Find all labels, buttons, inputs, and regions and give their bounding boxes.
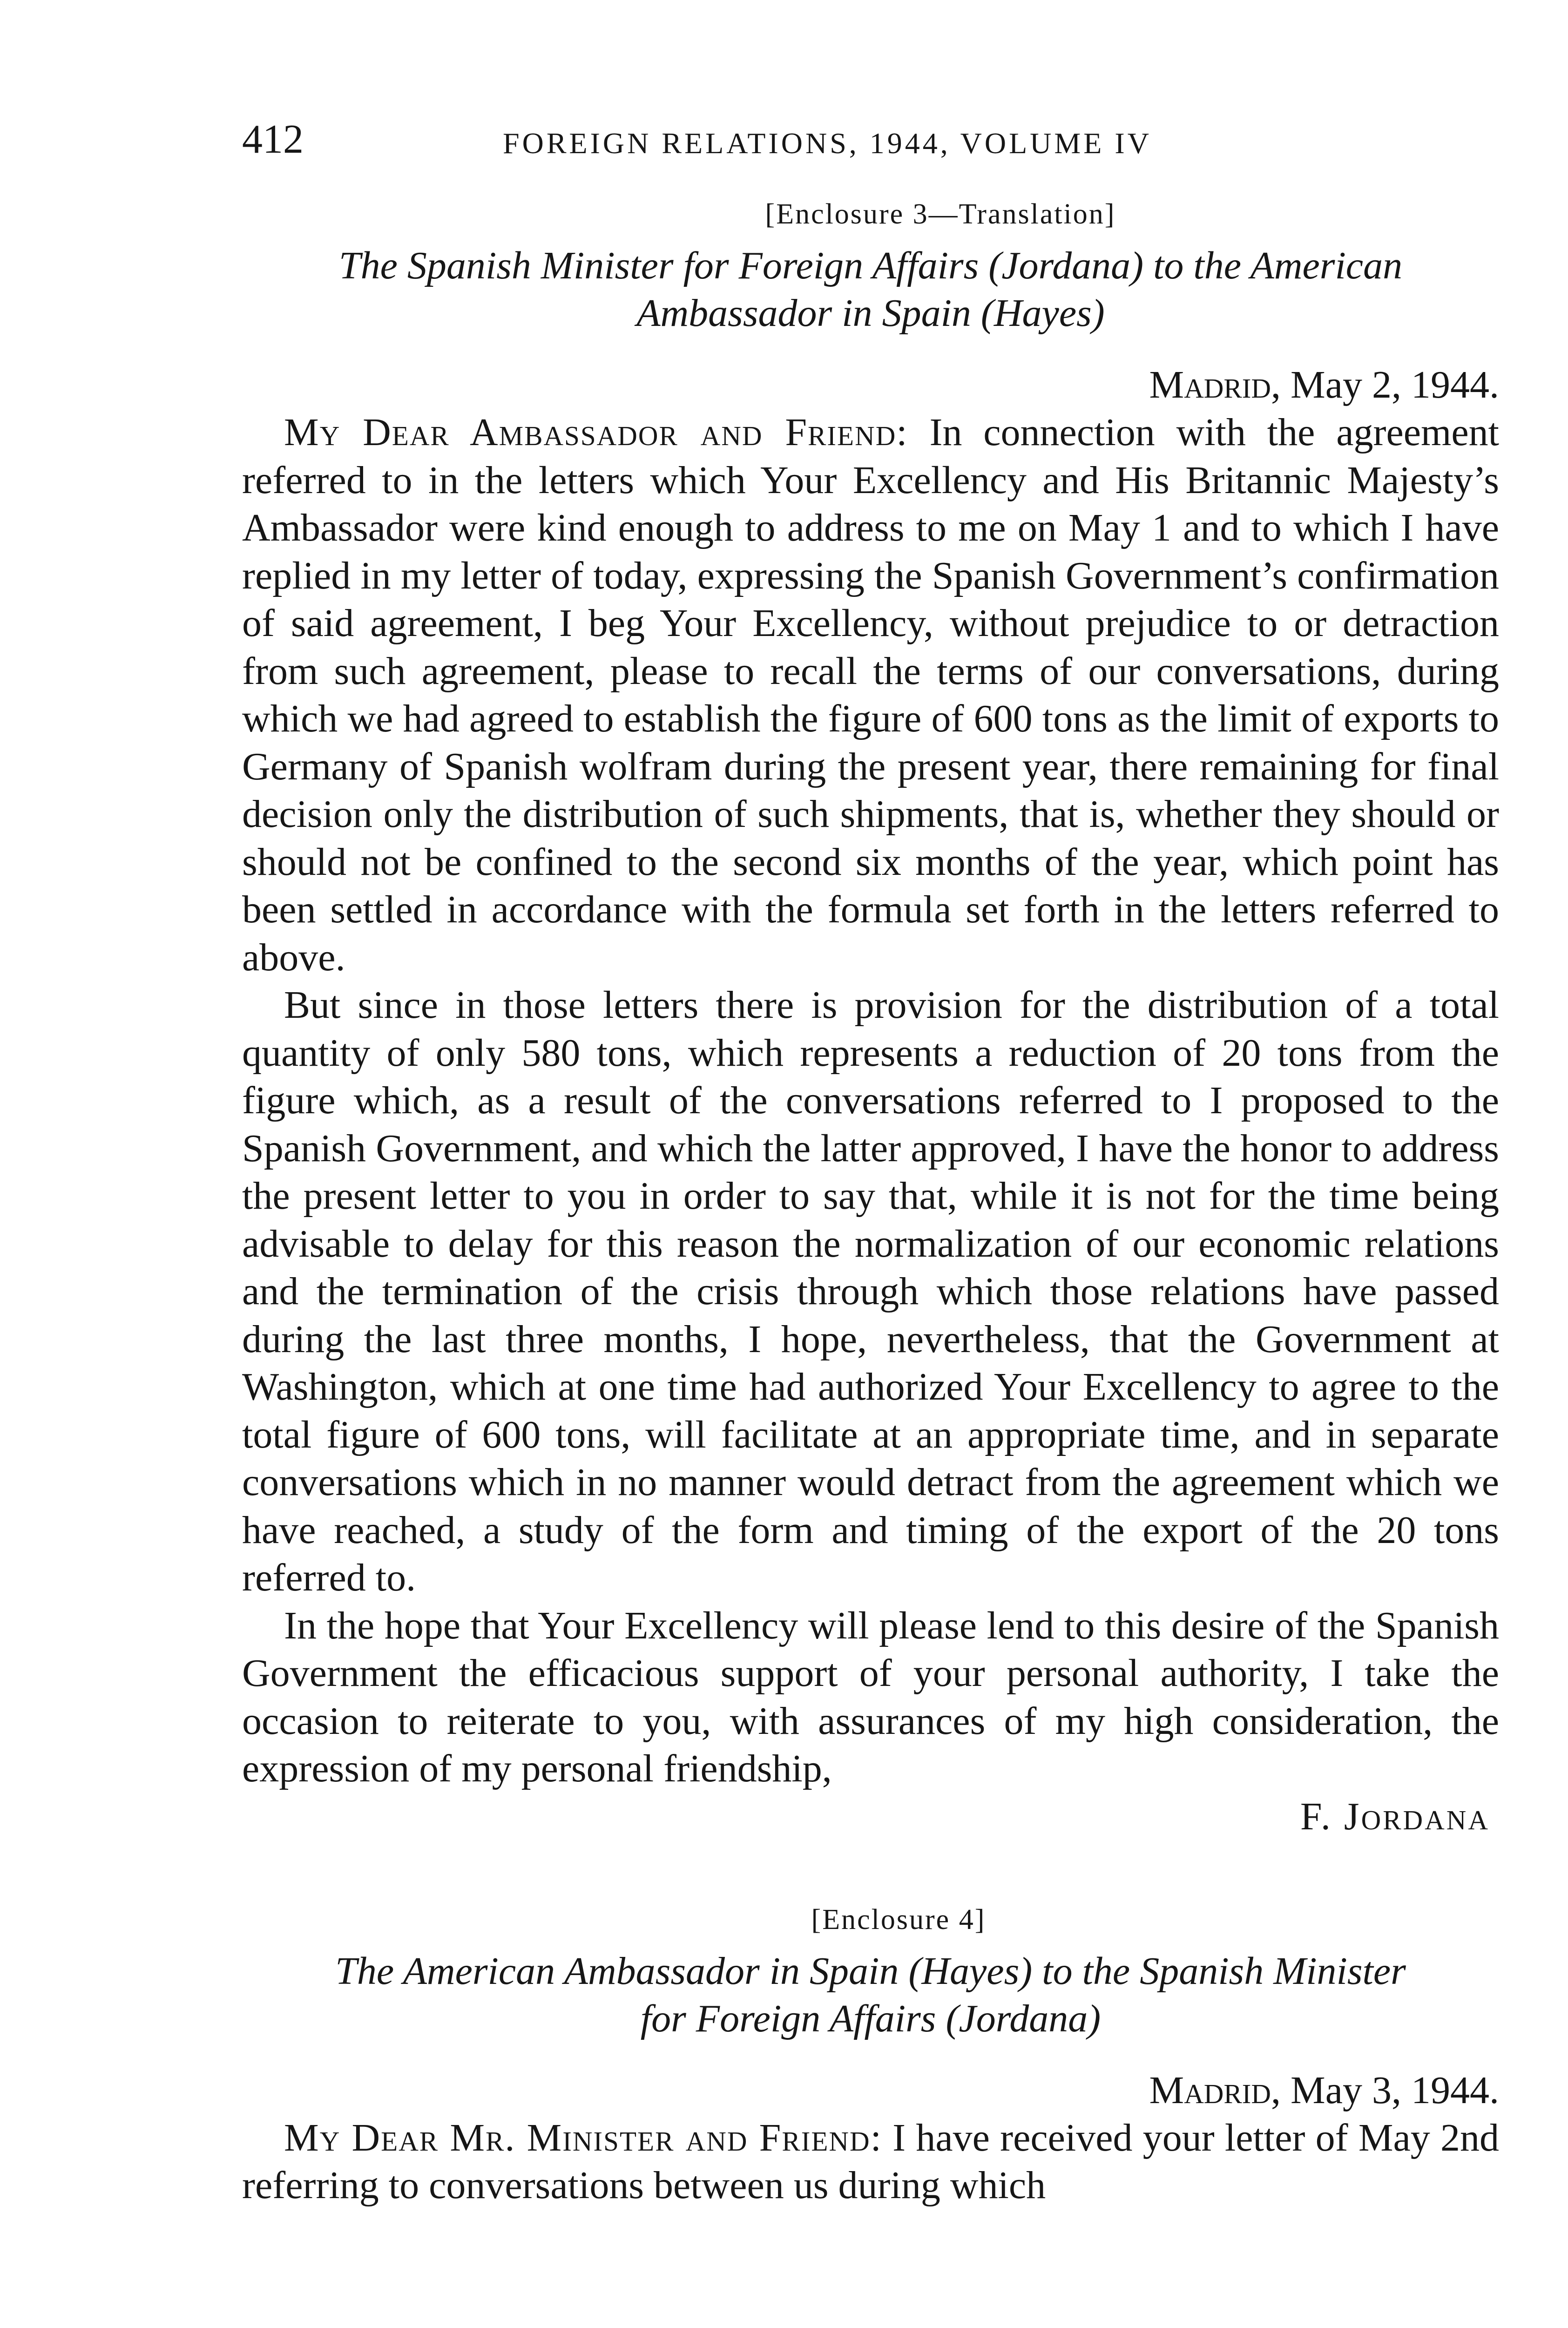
enclosure-4-paragraph-1 <box>242 2114 1499 2210</box>
enclosure-4-paragraph-1-text: I have received your letter of May 2nd referring to conversations between us during which <box>242 2116 1500 2207</box>
enclosure-3-paragraph-2: But since in those letters there is provision for the distribution of a total quantity of only 580 tons, which represents a reduction of 20 tons from the figure which, as a result of the conversations referred to I proposed to the Spanish Government, and which the latter approved, I have the honor to address the present letter to you in order to say that, while it is not for the time being advisable to delay for this reason the normalization of our economic relations and the termination of the crisis through which those relations have passed during the last three months, I hope, nevertheless, that the Government at Washington, which at one time had authorized Your Excellency to agree to the total figure of 600 tons, will facilitate at an appropriate time, and in separate conversations which in no manner would detract from the agreement which we have reached, a study of the form and timing of the export of the 20 tons referred to. <box>242 983 1499 1599</box>
document-page <box>242 116 1499 2210</box>
enclosure-3-dateline-place: Madrid, <box>1149 363 1281 406</box>
enclosure-3-paragraph-1-text: In connection with the agreement referred to in the letters which Your Excellency and His Britannic Majesty’s Ambassador were kind enough to address to me on May 1 and to which I have replied in my letter of today, expressing the Spanish Government’s confirmation of said agreement, I beg Your Excellency, without prejudice to or detraction from such agreement, please to recall the terms of our conversations, during which we had agreed to establish the figure of 600 tons as the limit of exports to Germany of Spanish wolfram during the present year, there remaining for final decision only the distribution of such shipments, that is, whether they should or should not be confined to the second six months of the year, which point has been settled in accordance with the formula set forth in the letters referred to above. <box>242 411 1499 979</box>
enclosure-3-dateline-date: May 2, 1944. <box>1281 363 1499 406</box>
running-head: FOREIGN RELATIONS, 1944, VOLUME IV <box>503 127 1152 160</box>
enclosure-4-title-line2: for Foreign Affairs (Jordana) <box>640 1996 1101 2040</box>
enclosure-4-dateline <box>242 2067 1499 2114</box>
enclosure-3-dateline <box>242 361 1499 409</box>
enclosure-3-salutation: My Dear Ambassador and Friend: <box>284 411 908 454</box>
page-number: 412 <box>242 117 304 162</box>
enclosure-4-dateline-date: May 3, 1944. <box>1281 2068 1499 2112</box>
enclosure-4-label: [Enclosure 4] <box>811 1903 986 1935</box>
enclosure-3-title-line2: Ambassador in Spain (Hayes) <box>636 291 1105 335</box>
enclosure-3-paragraph-1 <box>242 409 1499 981</box>
enclosure-4-title <box>242 1948 1499 2043</box>
enclosure-3 <box>242 196 1499 1841</box>
enclosure-3-title-line1: The Spanish Minister for Foreign Affairs (Jordana) to the American <box>338 244 1403 287</box>
enclosure-4-salutation: My Dear Mr. Minister and Friend: <box>284 2116 882 2159</box>
enclosure-4-dateline-place: Madrid, <box>1149 2068 1281 2112</box>
enclosure-3-title <box>242 242 1499 337</box>
enclosure-4-title-line1: The American Ambassador in Spain (Hayes) to the Spanish Minister <box>335 1949 1406 1993</box>
enclosure-3-signature: F. Jordana <box>1300 1794 1490 1838</box>
enclosure-4 <box>242 1901 1499 2210</box>
enclosure-3-paragraph-3: In the hope that Your Excellency will please lend to this desire of the Spanish Government the efficacious support of your personal authority, I take the occasion to reiterate to you, with assurances of my high consideration, the expression of my personal friendship, <box>242 1604 1499 1790</box>
page-header <box>242 116 1499 177</box>
enclosure-3-label: [Enclosure 3—Translation] <box>765 198 1116 230</box>
